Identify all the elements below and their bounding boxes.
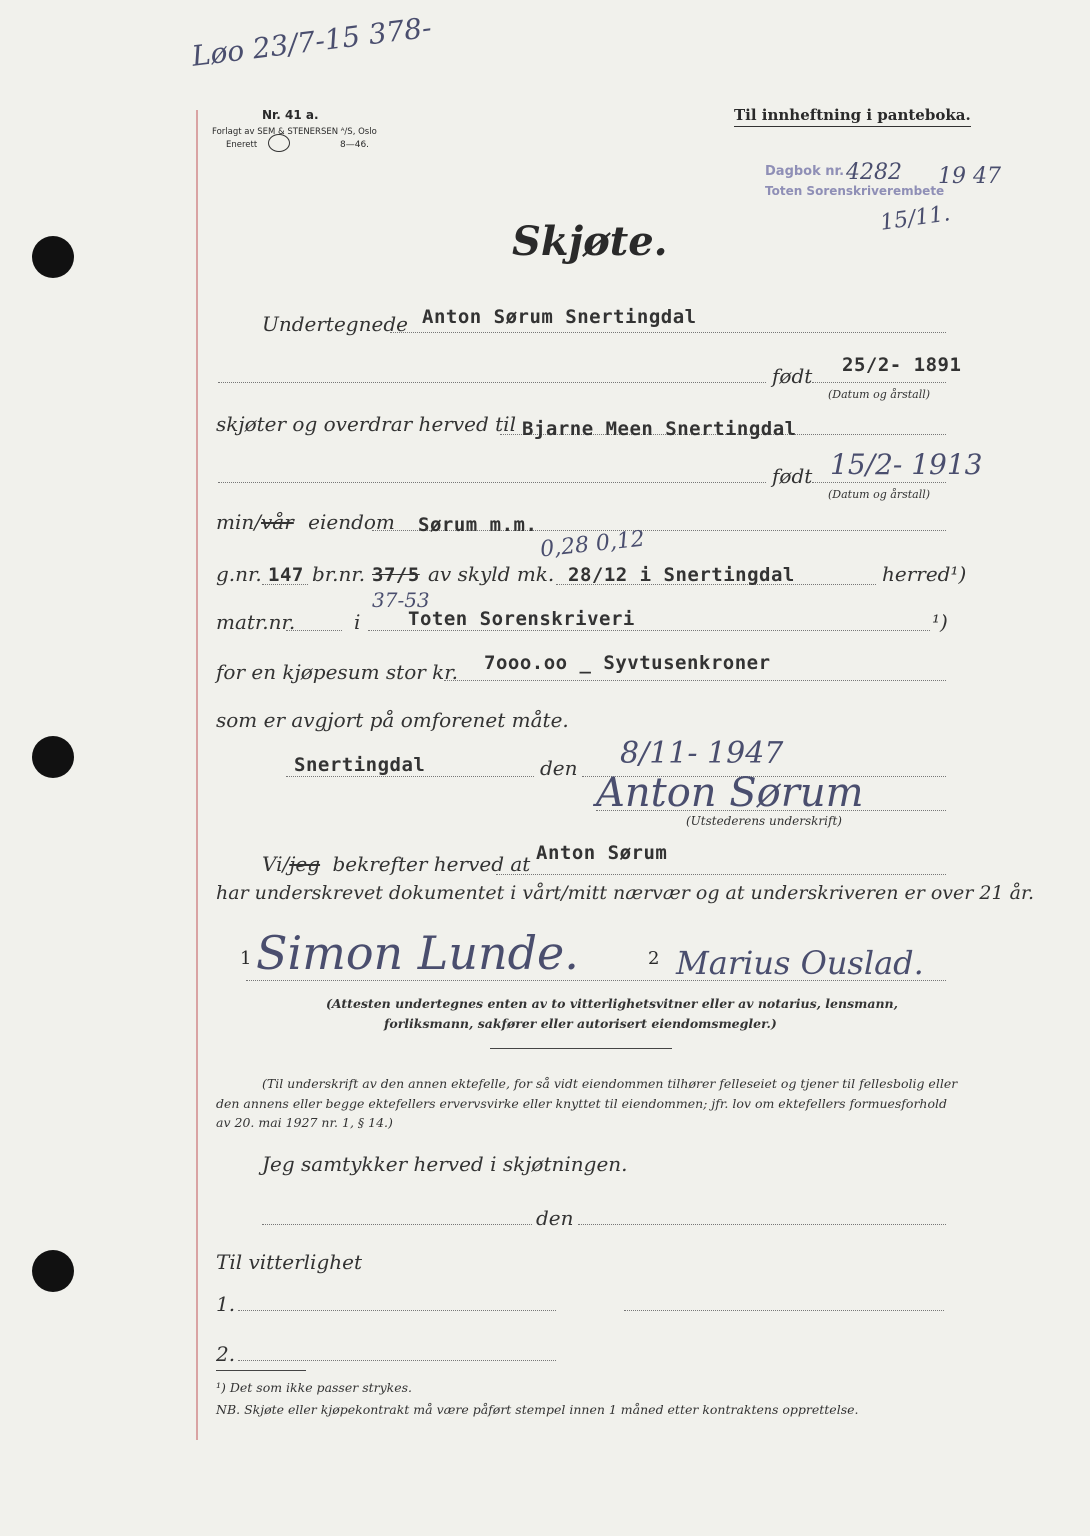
witness-line [246,980,946,981]
consent-place-line [262,1224,532,1225]
issuer-signature: Anton Sørum [596,770,864,816]
footnote-nb: NB. Skjøte eller kjøpekontrakt må være påført stempel innen 1 måned etter kontraktens opprettelse. [216,1402,859,1417]
undertegnede-line [390,332,946,333]
publisher-code: 8—46. [340,140,370,150]
skyld-correction: 0,28 0,12 [538,526,646,563]
fodt1-label: født [772,364,813,388]
eiendom-value: Sørum m.m. [418,514,538,536]
gnr-label: g.nr. [216,562,262,586]
publisher-logo-icon [268,134,290,152]
vi-label [262,852,530,876]
consent-text: Jeg samtykker herved i skjøtningen. [262,1152,628,1176]
separator-rule [490,1048,672,1049]
footnote-rule [216,1370,306,1371]
eiendom-struck: vår [260,510,294,534]
kjopesum-value: 7ooo.oo _ Syvtusenkroner [484,652,771,674]
skjoter-value: Bjarne Meen Snertingdal [522,418,797,440]
handwritten-reference: Løo 23/7-15 378- [189,10,434,73]
matr-label: matr.nr. [216,610,296,634]
publisher-enerett: Enerett [226,140,258,150]
date-value: 8/11- 1947 [620,736,784,771]
vi-value: Anton Sørum [536,842,668,864]
undertegnede-value: Anton Sørum Snertingdal [422,306,697,328]
document-title: Skjøte. [512,218,668,265]
brnr-label: br.nr. [312,562,366,586]
kjopesum-label: for en kjøpesum stor kr. [216,660,459,684]
witness2-number: 2 [648,948,660,969]
margin-line [196,110,198,1440]
signature-line [596,810,946,811]
witness-slot-2: 2. [216,1342,236,1366]
matr-place-line [368,630,930,631]
brnr-correction: 37-53 [372,588,430,612]
gnr-value: 147 [268,564,304,586]
stamp-number: 4282 [846,160,902,185]
skyld-value: 28/12 i Snertingdal [568,564,795,586]
vitterlighet-label: Til vitterlighet [216,1250,363,1274]
attest-note-line1: (Attesten undertegnes enten av to vitterlighetsvitner eller av notarius, lensmann, [326,996,898,1011]
fodt1-leading-line [218,382,766,383]
fodt1-value: 25/2- 1891 [842,354,962,376]
fodt1-hint: (Datum og årstall) [828,388,931,401]
skyld-label: av skyld mk. [428,562,555,586]
underskrevet-text: har underskrevet dokumentet i vårt/mitt nærvær og at underskriveren er over 21 år. [216,882,1034,904]
punch-hole-middle [32,736,74,778]
fodt2-line [812,482,946,483]
avgjort-text: som er avgjort på omforenet måte. [216,708,569,732]
kjopesum-line [444,680,946,681]
matr-line [286,630,342,631]
top-right-label: Til innheftning i panteboka. [734,106,971,127]
witness1-number: 1 [240,948,252,969]
fodt2-hint: (Datum og årstall) [828,488,931,501]
den-label: den [540,756,578,780]
publisher-line: Forlagt av SEM & STENERSEN ᴬ/S, Oslo [212,127,377,137]
punch-hole-top [32,236,74,278]
attest-note-line2: forliksmann, sakfører eller autorisert eiendomsmegler.) [384,1016,777,1031]
eiendom-prefix: min/ [216,510,261,534]
place-value: Snertingdal [294,754,426,776]
witness1-signature: Simon Lunde. [256,926,579,980]
footnote-1: ¹) Det som ikke passer strykes. [216,1380,413,1395]
stamp-line-1: Dagbok nr. [765,164,845,179]
matr-i: i [354,610,361,634]
vi-line [496,874,946,875]
fodt1-line [812,382,946,383]
eiendom-word: eiendom [308,510,395,534]
vi-struck: jeg [289,852,321,876]
matr-note: ¹) [932,610,948,634]
witness2-signature: Marius Ouslad. [676,944,924,982]
undertegnede-label: Undertegnede [262,312,408,336]
fodt2-value: 15/2- 1913 [830,448,983,481]
stamp-line-2: Toten Sorenskriverembete [765,184,945,198]
herred-label: herred¹) [882,562,967,586]
spouse-note-line2: den annens eller begge ektefellers ervervsvirke eller knyttet til eiendommen; jfr. lov om ektefellers formuesforhold [216,1096,948,1111]
skjoter-label: skjøter og overdrar herved til [216,412,516,436]
stamp-year: 19 47 [938,164,1001,189]
spouse-note-line3: av 20. mai 1927 nr. 1, § 14.) [216,1115,393,1130]
fodt2-leading-line [218,482,766,483]
punch-hole-bottom [32,1250,74,1292]
form-number: Nr. 41 a. [262,108,319,122]
eiendom-label [216,510,395,534]
place-line [286,776,534,777]
brnr-value: 37/5 [372,564,420,586]
fodt2-label: født [772,464,813,488]
spouse-note-line1: (Til underskrift av den annen ektefelle, for så vidt eiendommen tilhører felleseiet og tjener til fellesbolig eller [262,1076,958,1091]
consent-den-label: den [536,1206,574,1230]
consent-date-line [578,1224,946,1225]
vi-text: bekrefter herved at [332,852,531,876]
witness-slot-1-line-right [624,1310,944,1311]
vi-prefix: Vi/ [262,852,290,876]
matr-value: Toten Sorenskriveri [408,608,635,630]
signature-hint: (Utstederens underskrift) [686,814,842,828]
witness-slot-1: 1. [216,1292,236,1316]
witness-slot-2-line [238,1360,556,1361]
witness-slot-1-line [238,1310,556,1311]
stamp-date: 15/11. [878,201,952,236]
